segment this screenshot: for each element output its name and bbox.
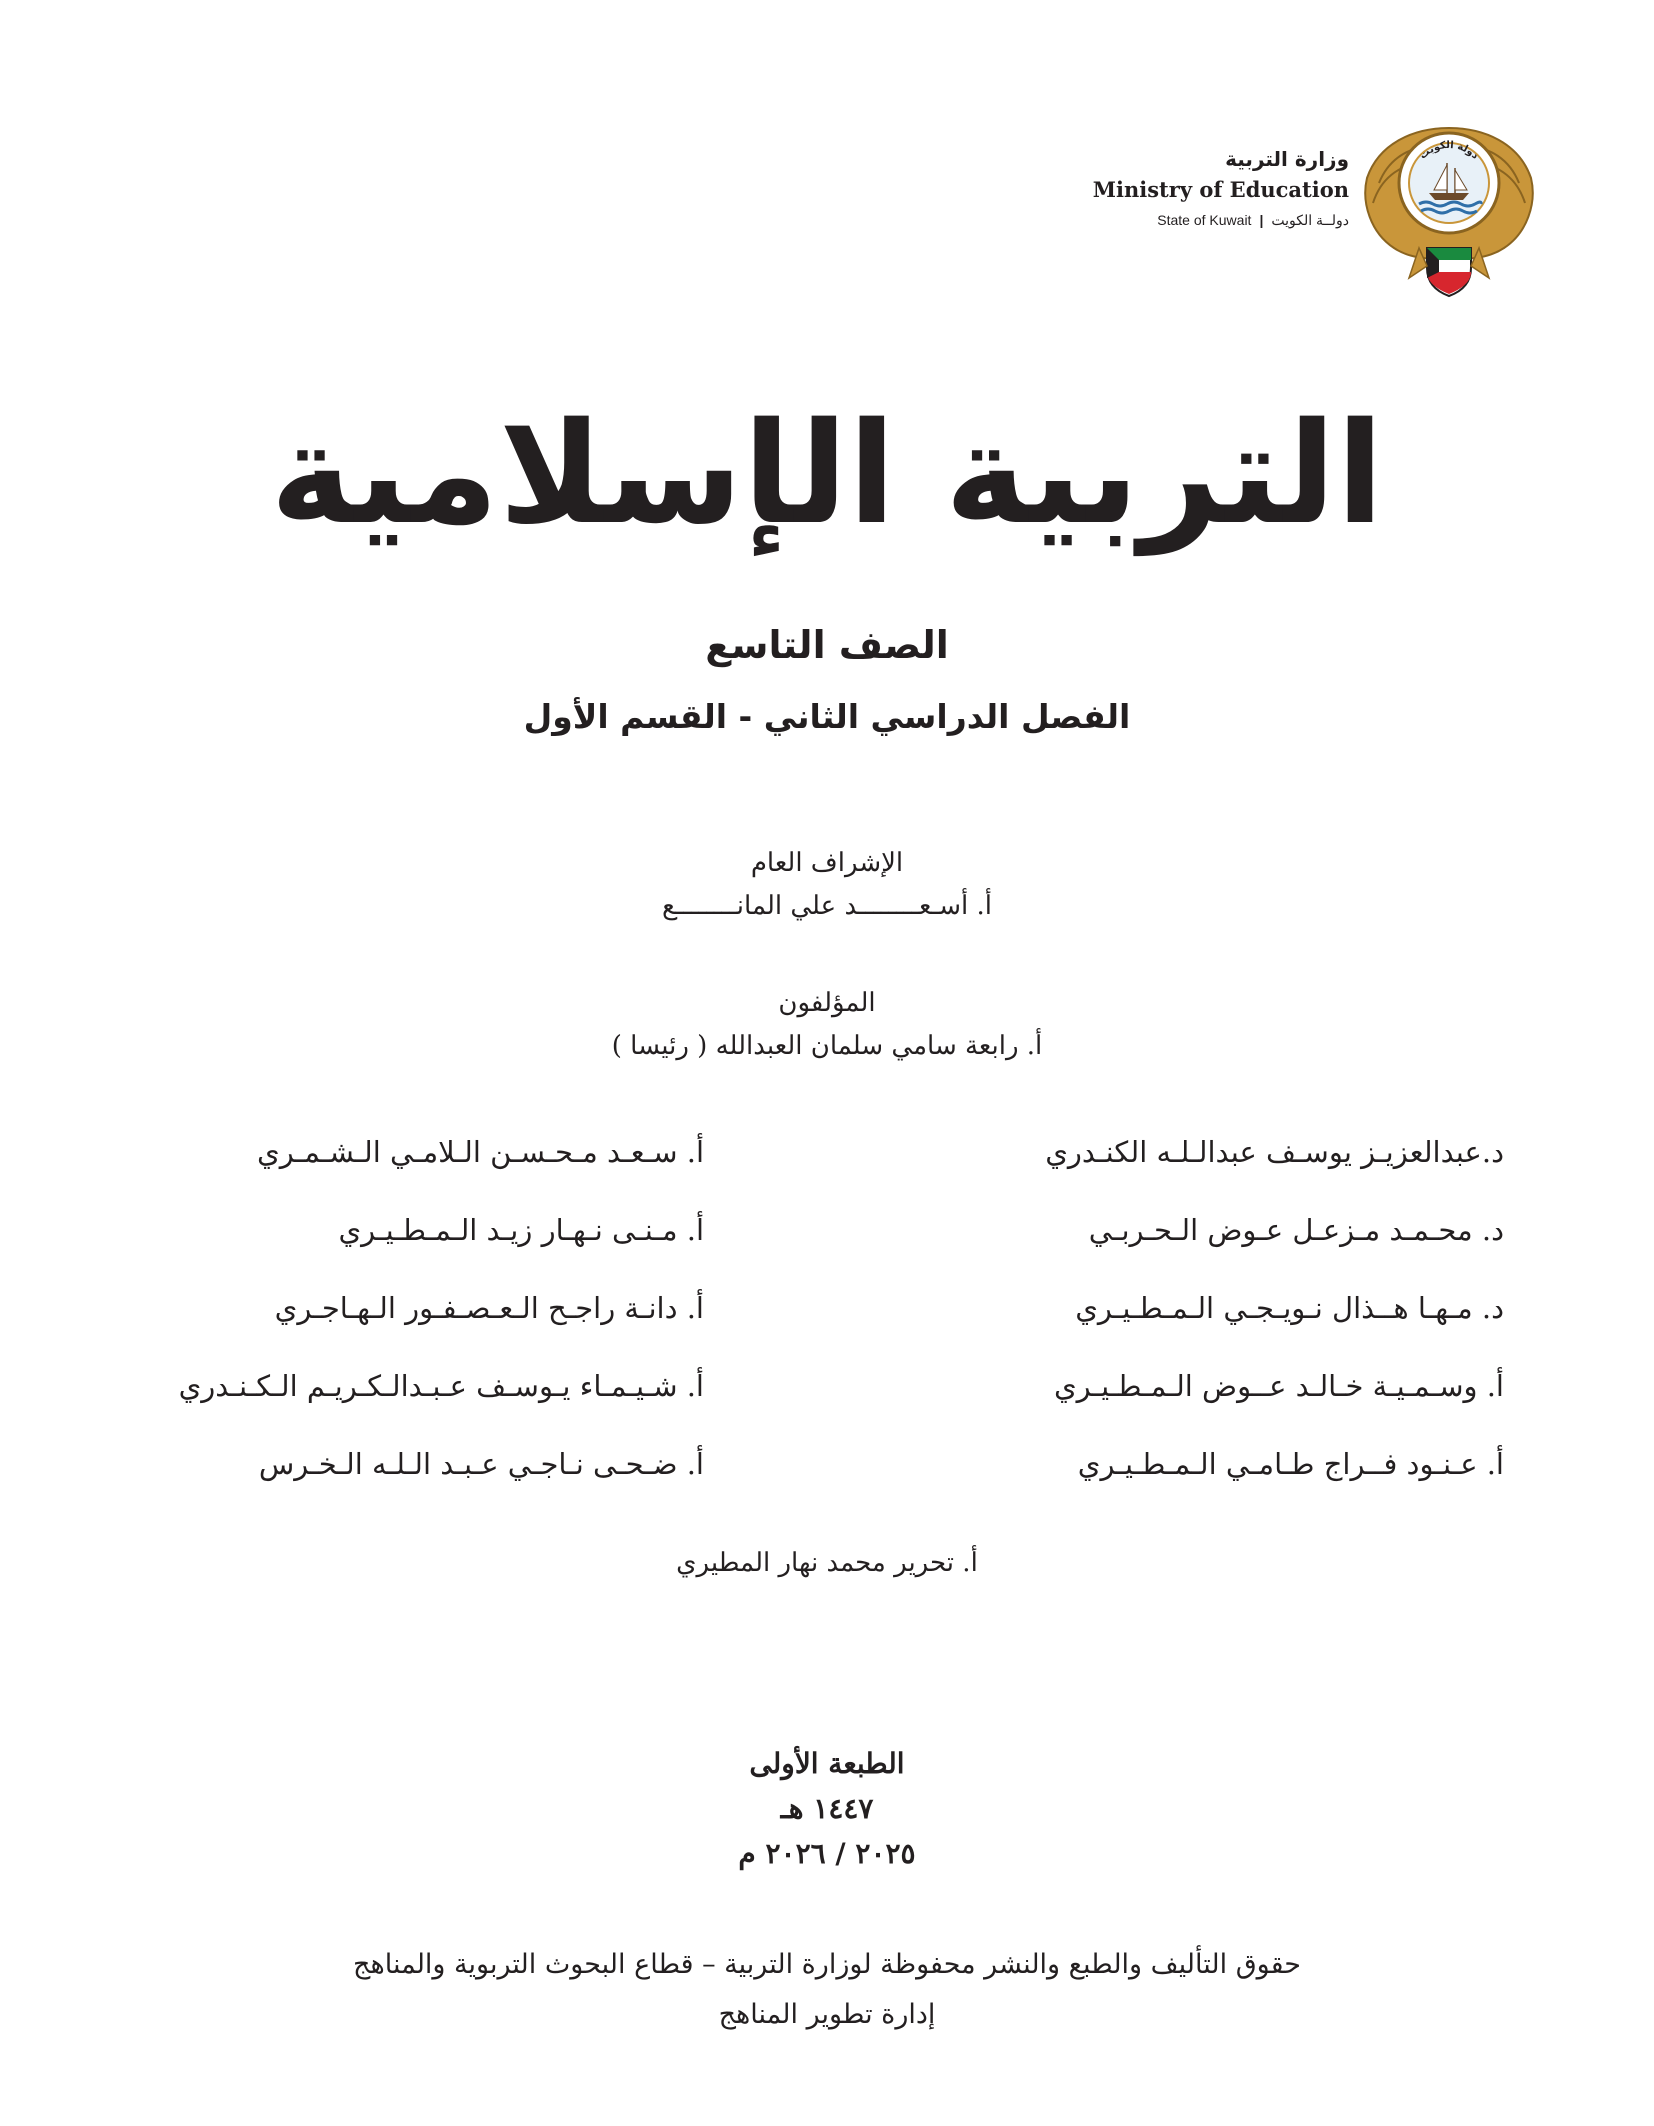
author-left-5: أ. ضـحـى نـاجـي عـبـد الـلـه الـخـرس — [258, 1447, 704, 1481]
grade-level: الصف التاسع — [705, 623, 949, 667]
emblem-graphic — [1359, 108, 1539, 300]
author-right-1: د.عبدالعزيـز يوسـف عبدالـلـه الكنـدري — [1045, 1135, 1504, 1169]
author-right-2: د. محـمـد مـزعـل عـوض الـحـربـي — [1088, 1213, 1504, 1247]
author-right-3: د. مـهـا هــذال نـويـجـي الـمـطـيـري — [1075, 1291, 1504, 1325]
authors-label: المؤلفون — [778, 988, 876, 1018]
edition-label: الطبعة الأولى — [749, 1747, 905, 1780]
semester-section: الفصل الدراسي الثاني - القسم الأول — [523, 697, 1131, 736]
state-name-arabic: دولــة الكويت — [1271, 212, 1349, 228]
state-line — [929, 207, 1349, 233]
copyright-notice: حقوق التأليف والطبع والنشر محفوظة لوزارة التربية – قطاع البحوث التربوية والمناهج — [353, 1949, 1301, 1980]
author-right-4: أ. وسـمـيـة خـالـد عــوض الـمـطـيـري — [1053, 1369, 1504, 1403]
edition-hijri-year: ١٤٤٧ هـ — [780, 1792, 874, 1825]
curriculum-department: إدارة تطوير المناهج — [718, 1999, 936, 2030]
book-title: التربية الإسلامية — [270, 393, 1384, 556]
author-right-5: أ. عـنـود فــراج طـامـي الـمـطـيـري — [1077, 1447, 1504, 1481]
lead-author: أ. رابعة سامي سلمان العبدالله ( رئيسا ) — [611, 1031, 1043, 1061]
ministry-name-english: Ministry of Education — [1092, 177, 1349, 202]
author-left-1: أ. سـعـد مـحـسـن الـلامـي الـشـمـري — [257, 1135, 704, 1169]
edition-gregorian-year: ٢٠٢٥ / ٢٠٢٦ م — [738, 1837, 916, 1870]
kuwait-emblem-icon — [1359, 108, 1539, 300]
emblem-ring-text: دولة الكويت — [1417, 139, 1481, 162]
ministry-name-arabic: وزارة التربية — [1225, 147, 1349, 171]
supervision-label: الإشراف العام — [750, 848, 904, 878]
author-left-3: أ. دانـة راجـح الـعـصـفـور الـهـاجـري — [274, 1291, 704, 1325]
supervisor-name: أ. أسـعــــــــد علي المانــــــــع — [662, 891, 992, 921]
author-left-2: أ. مـنـى نـهـار زيـد الـمـطـيـري — [338, 1213, 704, 1247]
ministry-header — [929, 145, 1349, 233]
author-left-4: أ. شـيـمـاء يـوسـف عـبـدالـكـريـم الـكـنـدري — [178, 1369, 704, 1403]
editor-credit: أ. تحرير محمد نهار المطيري — [676, 1548, 978, 1578]
state-separator: | — [1259, 212, 1264, 228]
state-name-english: State of Kuwait — [1157, 212, 1252, 228]
